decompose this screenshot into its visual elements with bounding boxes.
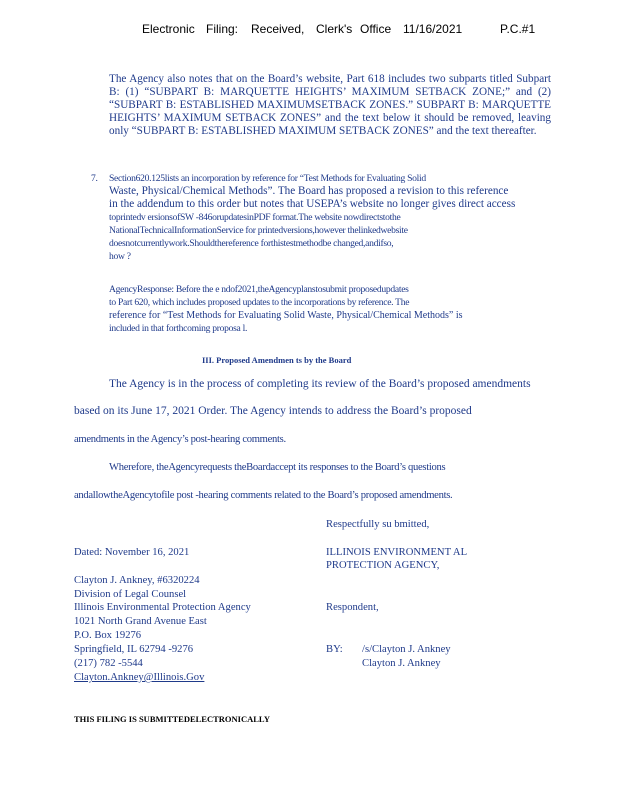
- street-line: 1021 North Grand Avenue East: [74, 616, 207, 627]
- item7-line: in the addendum to this order but notes that USEPA’s website no longer gives direct access: [109, 198, 516, 210]
- email-link[interactable]: Clayton.Ankney@Illinois.Gov: [74, 672, 205, 683]
- respectfully-submitted: Respectfully su bmitted,: [326, 519, 430, 530]
- header-received: Received,: [251, 22, 305, 36]
- body-line: The Agency is in the process of completing its review of the Board’s proposed amendments: [109, 378, 531, 390]
- footer-notice: THIS FILING IS SUBMITTEDELECTRONICALLY: [74, 714, 270, 724]
- item7-line: Section620.125lists an incorporation by reference for “Test Methods for Evaluating Solid: [109, 173, 426, 184]
- section-heading: III. Proposed Amendmen ts by the Board: [202, 355, 352, 365]
- item7-line: Waste, Physical/Chemical Methods”. The Board has proposed a revision to this reference: [109, 185, 509, 197]
- agency-line: Illinois Environmental Protection Agency: [74, 602, 251, 613]
- header-date: 11/16/2021: [403, 22, 463, 36]
- body-line: Wherefore, theAgencyrequests theBoardaccept its responses to the Board’s questions: [109, 462, 446, 473]
- item-number: 7.: [91, 173, 98, 184]
- agency-response: [109, 283, 551, 335]
- respondent-label: Respondent,: [326, 602, 379, 613]
- dated-line: Dated: November 16, 2021: [74, 547, 190, 558]
- signature-name: Clayton J. Ankney: [362, 658, 441, 669]
- header-pc: P.C.#1: [500, 22, 536, 36]
- header-filing: Filing:: [206, 22, 239, 36]
- response-line: included in that forthcoming proposa l.: [109, 323, 248, 334]
- response-line: reference for “Test Methods for Evaluating Solid Waste, Physical/Chemical Methods” is: [109, 310, 463, 321]
- item7-line: toprintedv ersionsofSW -846orupdatesinPDF format.The website nowdirectstothe: [109, 212, 401, 223]
- org-line: ILLINOIS ENVIRONMENT AL: [326, 547, 468, 558]
- org-line: PROTECTION AGENCY,: [326, 560, 440, 571]
- pobox-line: P.O. Box 19276: [74, 630, 142, 641]
- item7-line: how ?: [109, 251, 131, 262]
- body-line: andallowtheAgencytofile post -hearing comments related to the Board’s proposed amendments.: [74, 490, 453, 501]
- response-line: to Part 620, which includes proposed updates to the incorporations by reference. The: [109, 297, 410, 308]
- attorney-name: Clayton J. Ankney, #6320224: [74, 575, 200, 586]
- by-label: BY:: [326, 644, 343, 655]
- item7-line: doesnotcurrentlywork.Shouldthereference forthistestmethodbe changed,andifso,: [109, 238, 394, 249]
- body-line: amendments in the Agency’s post-hearing comments.: [74, 434, 286, 445]
- header-electronic: Electronic: [142, 22, 195, 36]
- signature-line: /s/Clayton J. Ankney: [362, 644, 451, 655]
- city-line: Springfield, IL 62794 -9276: [74, 644, 194, 655]
- body-line: based on its June 17, 2021 Order. The Agency intends to address the Board’s proposed: [74, 405, 472, 417]
- header-clerks: Clerk's: [316, 22, 353, 36]
- response-line: AgencyResponse: Before the e ndof2021,theAgencyplanstosubmit proposedupdates: [109, 284, 409, 295]
- header-office: Office: [360, 22, 392, 36]
- item7-line: NationalTechnicalInformationService for printedversions,however thelinkedwebsite: [109, 225, 408, 236]
- paragraph-subpart-note: The Agency also notes that on the Board’s website, Part 618 includes two subparts titled Subpart B: (1) “SUBPART B: MARQUETTE HEIGHTS’ MAXIMUM SETBACK ZONE;” and (2) “SUBPART B: ESTABLISHED MAXIMUMSETBACK ZONES.” SUBPART B: MARQUETTE HEIGHTS’ MAXIMUM SETBACK ZONES” and the text below it should be removed, leaving only “SUBPART B: ESTABLISHED MAXIMUM SETBACK ZONES” and the text thereafter.: [109, 73, 551, 137]
- division-line: Division of Legal Counsel: [74, 589, 187, 600]
- item-7-question: [109, 172, 551, 263]
- phone-line: (217) 782 -5544: [74, 658, 143, 669]
